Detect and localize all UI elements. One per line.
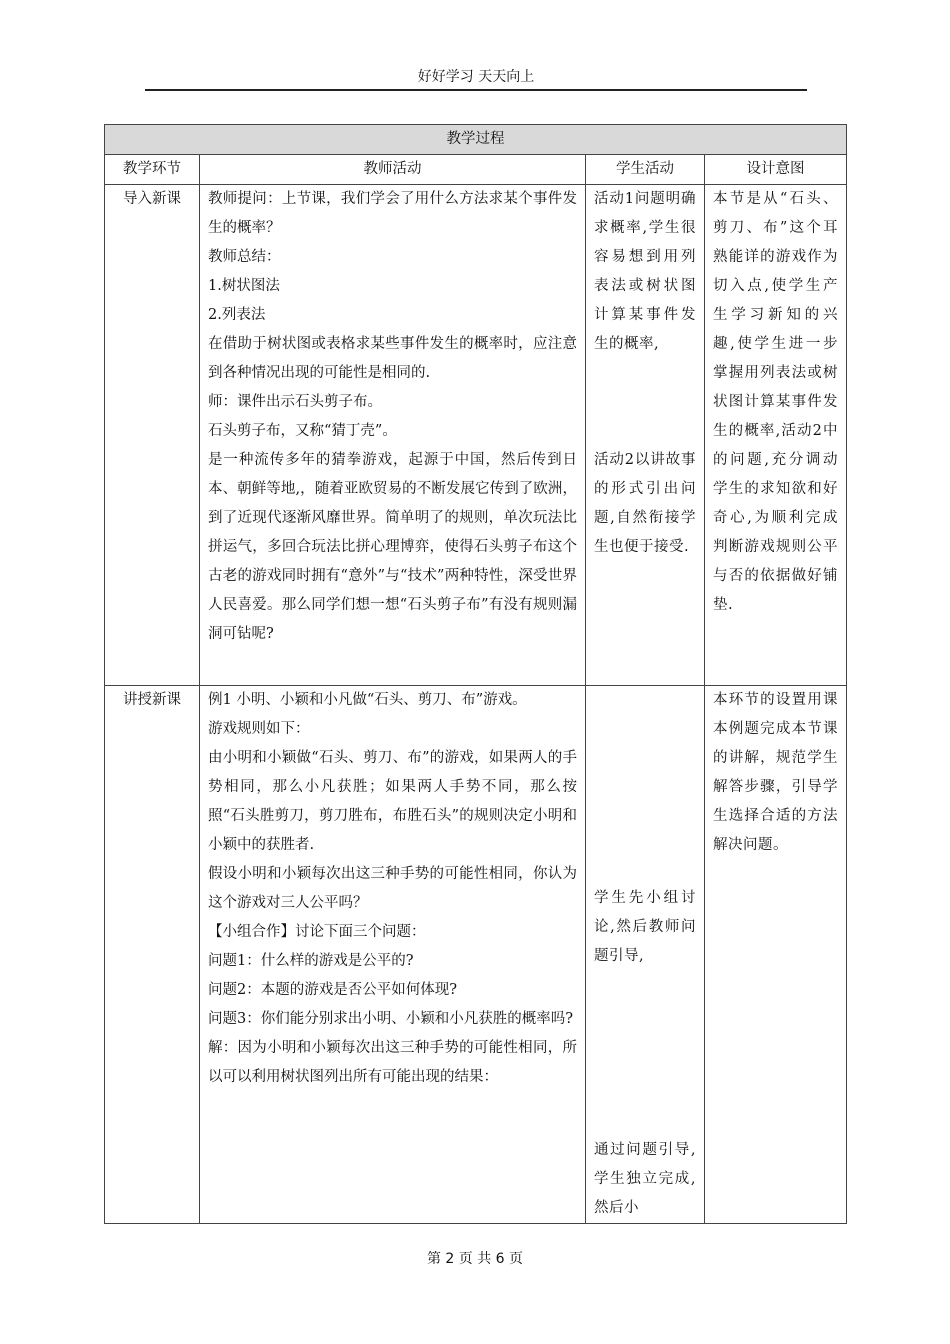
column-header-teacher: 教师活动 bbox=[200, 155, 586, 185]
teacher-paragraph: 【小组合作】讨论下面三个问题： bbox=[208, 924, 426, 940]
header-divider bbox=[145, 89, 807, 91]
teacher-paragraph: 问题2：本题的游戏是否公平如何体现? bbox=[208, 982, 457, 998]
page-number: 第 2 页 共 6 页 bbox=[426, 1251, 524, 1267]
teacher-paragraph: 问题1：什么样的游戏是公平的? bbox=[208, 953, 414, 969]
intent-paragraph: 本环节的设置用课本例题完成本节课的讲解，规范学生解答步骤，引导学生选择合适的方法解决问题。 bbox=[713, 692, 838, 853]
column-header-stage: 教学环节 bbox=[105, 155, 200, 185]
teacher-paragraph: 石头剪子布，又称“猜丁壳”。 bbox=[208, 423, 397, 439]
table-title: 教学过程 bbox=[105, 125, 847, 155]
table-header-row bbox=[105, 155, 847, 185]
student-paragraph: 学生先小组讨论,然后教师问题引导, bbox=[594, 890, 696, 964]
intent-paragraph: 本节是从“石头、剪刀、布”这个耳熟能详的游戏作为切入点,使学生产生学习新知的兴趣,使学生进一步掌握用列表法或树状图计算某事件发生的概率,活动2中的问题,充分调动学生的求知欲和好奇心,为顺利完成判断游戏规则公平与否的依据做好铺垫. bbox=[713, 191, 838, 613]
spacer bbox=[594, 686, 696, 884]
teacher-activity-cell bbox=[200, 185, 586, 686]
teacher-paragraph: 由小明和小颖做“石头、剪刀、布”的游戏，如果两人的手势相同，那么小凡获胜；如果两人手势不同，那么按照“石头胜剪刀，剪刀胜布，布胜石头”的规则决定小明和小颖中的获胜者. bbox=[208, 750, 577, 853]
student-paragraph: 通过问题引导,学生独立完成,然后小 bbox=[594, 1142, 696, 1216]
table-row bbox=[105, 686, 847, 1224]
student-paragraph: 活动2以讲故事的形式引出问题,自然衔接学生也便于接受. bbox=[594, 452, 696, 555]
column-header-student: 学生活动 bbox=[586, 155, 705, 185]
student-activity-cell bbox=[586, 686, 705, 1224]
teacher-paragraph: 1.树状图法 bbox=[208, 278, 280, 294]
teacher-paragraph: 是一种流传多年的猜拳游戏，起源于中国，然后传到日本、朝鲜等地,，随着亚欧贸易的不断发展它传到了欧洲，到了近现代逐渐风靡世界。简单明了的规则，单次玩法比拼运气，多回合玩法比拼心理博弈，使得石头剪子布这个古老的游戏同时拥有“意外”与“技术”两种特性，深受世界人民喜爱。那么同学们想一想“石头剪子布”有没有规则漏洞可钻呢? bbox=[208, 452, 577, 642]
teacher-paragraph: 在借助于树状图或表格求某些事件发生的概率时，应注意到各种情况出现的可能性是相同的. bbox=[208, 336, 577, 381]
stage-cell: 讲授新课 bbox=[105, 686, 200, 1224]
student-activity-cell bbox=[586, 185, 705, 686]
teaching-process-table bbox=[104, 124, 847, 1224]
table-row bbox=[105, 185, 847, 686]
teacher-paragraph: 教师总结： bbox=[208, 249, 281, 265]
table-title-row bbox=[105, 125, 847, 155]
teacher-paragraph: 问题3：你们能分别求出小明、小颖和小凡获胜的概率吗? bbox=[208, 1011, 573, 1027]
teacher-paragraph: 游戏规则如下： bbox=[208, 721, 310, 737]
teacher-activity-cell bbox=[200, 686, 586, 1224]
teacher-paragraph: 解：因为小明和小颖每次出这三种手势的可能性相同，所以可以利用树状图列出所有可能出现的结果： bbox=[208, 1040, 577, 1085]
teacher-paragraph: 假设小明和小颖每次出这三种手势的可能性相同，你认为这个游戏对三人公平吗？ bbox=[208, 866, 577, 911]
teacher-paragraph: 2.列表法 bbox=[208, 307, 266, 323]
spacer bbox=[594, 359, 696, 446]
stage-cell: 导入新课 bbox=[105, 185, 200, 686]
column-header-intent: 设计意图 bbox=[705, 155, 847, 185]
teacher-paragraph: 师：课件出示石头剪子布。 bbox=[208, 394, 382, 410]
student-paragraph: 活动1问题明确求概率,学生很容易想到用列表法或树状图计算某事件发生的概率, bbox=[594, 191, 696, 352]
teacher-paragraph: 教师提问：上节课，我们学会了用什么方法求某个事件发生的概率？ bbox=[208, 191, 577, 236]
design-intent-cell bbox=[705, 185, 847, 686]
page-header: 好好学习 天天向上 bbox=[417, 69, 535, 85]
spacer bbox=[594, 971, 696, 1136]
design-intent-cell bbox=[705, 686, 847, 1224]
teacher-paragraph: 例1 小明、小颖和小凡做“石头、剪刀、布”游戏。 bbox=[208, 692, 527, 708]
